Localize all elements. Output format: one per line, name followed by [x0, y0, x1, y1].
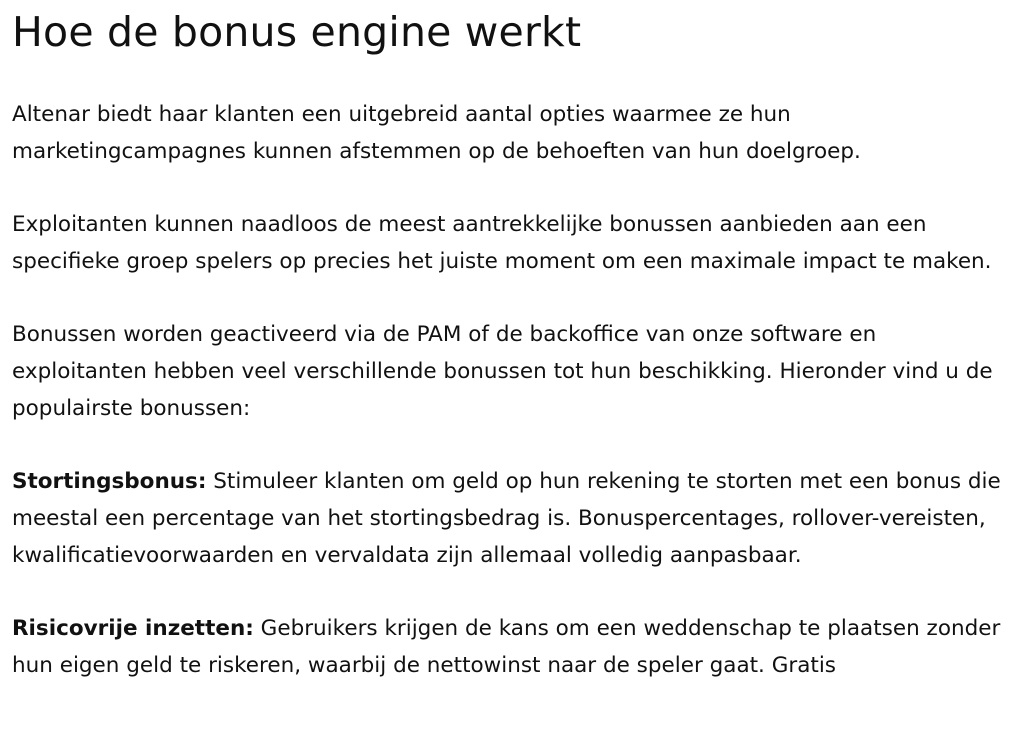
activation-paragraph: Bonussen worden geactiveerd via de PAM of de backoffice van onze software en exploitanten hebben veel verschillende bonussen tot hun beschikking. Hieronder vind u de populairste bonussen: [12, 322, 993, 421]
bonus-name: Stortingsbonus: [12, 469, 207, 494]
page-title: Hoe de bonus engine werkt [12, 8, 582, 56]
article-body [12, 96, 1006, 684]
bonus-description: Gebruikers krijgen de kans om een weddenschap te plaatsen zonder hun eigen geld te riskeren, waarbij de nettowinst naar de speler gaat. Gratis [12, 616, 1001, 678]
operators-paragraph: Exploitanten kunnen naadloos de meest aantrekkelijke bonussen aanbieden aan een specifieke groep spelers op precies het juiste moment om een maximale impact te maken. [12, 212, 992, 274]
bonus-item-risk-free [12, 610, 1006, 684]
bonus-name: Risicovrije inzetten: [12, 616, 254, 641]
intro-paragraph: Altenar biedt haar klanten een uitgebreid aantal opties waarmee ze hun marketingcampagnes kunnen afstemmen op de behoeften van hun doelgroep. [12, 102, 861, 164]
bonus-item-deposit [12, 463, 1006, 574]
bonus-description: Stimuleer klanten om geld op hun rekening te storten met een bonus die meestal een percentage van het stortingsbedrag is. Bonuspercentages, rollover-vereisten, kwalificatievoorwaarden en vervaldata zijn allemaal volledig aanpasbaar. [12, 469, 1001, 568]
